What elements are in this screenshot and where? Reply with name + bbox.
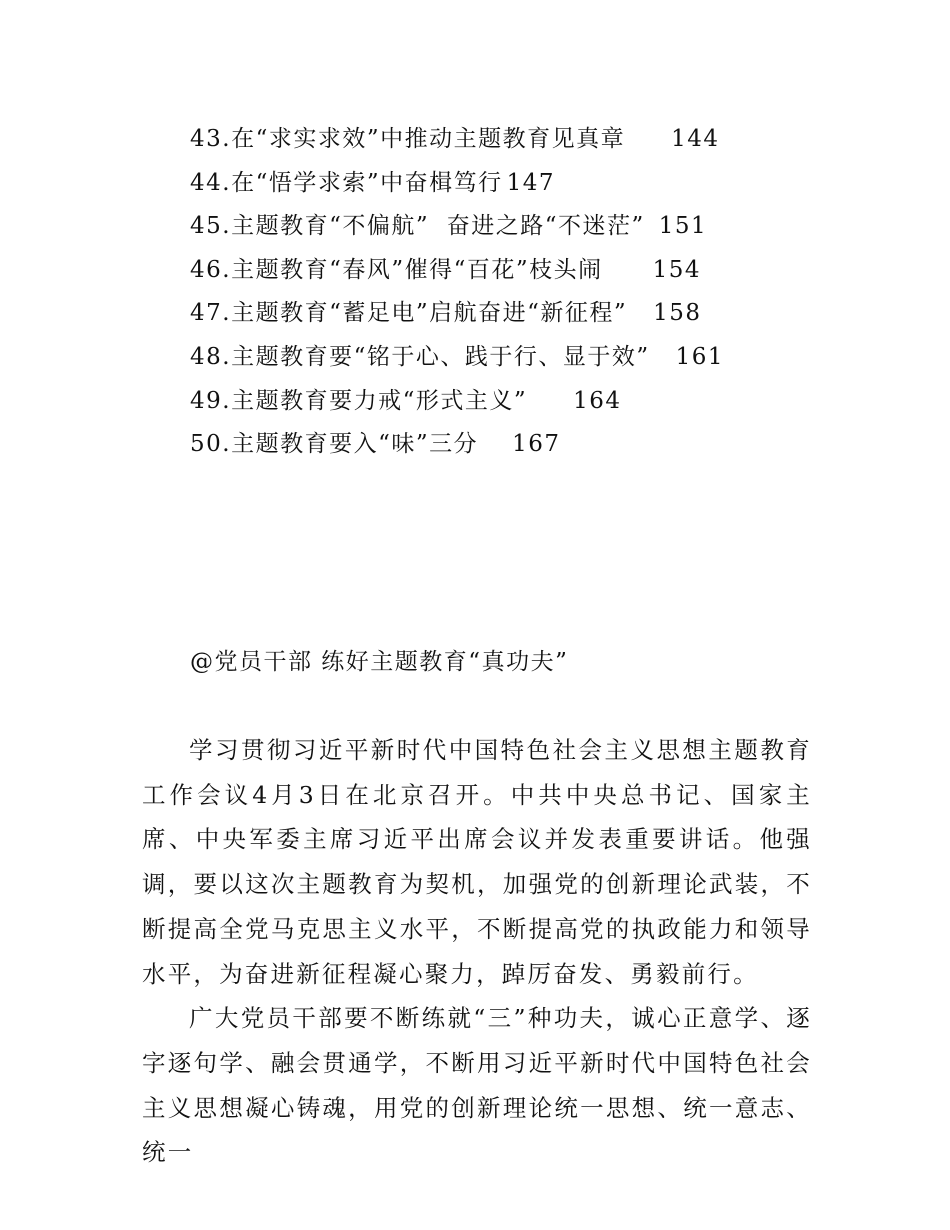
toc-entry-title: 主题教育“春风”催得“百花”枝头闹 bbox=[231, 256, 603, 283]
article-body bbox=[142, 728, 812, 1175]
toc-entry-page: 151 bbox=[658, 213, 708, 240]
toc-entry-page: 147 bbox=[506, 169, 556, 196]
toc-entry-number: 48. bbox=[190, 343, 232, 370]
toc-entry-44 bbox=[190, 162, 830, 206]
toc-entry-page: 164 bbox=[573, 387, 622, 414]
toc-entry-45 bbox=[190, 205, 830, 249]
toc-entry-title: 在“悟学求索”中奋楫笃行 bbox=[231, 169, 503, 196]
toc-entry-title: 主题教育“蓄足电”启航奋进“新征程” bbox=[231, 300, 628, 327]
toc-entry-number: 45. bbox=[190, 213, 232, 240]
article-paragraph: 广大党员干部要不断练就“三”种功夫，诚心正意学、逐字逐句学、融会贯通学，不断用习近平新时代中国特色社会主义思想凝心铸魂，用党的创新理论统一思想、统一意志、统一 bbox=[142, 1004, 812, 1167]
toc-entry-number: 47. bbox=[190, 300, 232, 327]
toc-entry-number: 44. bbox=[190, 169, 232, 196]
toc-entry-title: 主题教育“不偏航” 奋进之路“不迷茫” bbox=[231, 213, 645, 240]
toc-entry-page: 158 bbox=[653, 300, 702, 327]
toc-entry-number: 46. bbox=[190, 256, 232, 283]
toc-entry-page: 154 bbox=[652, 256, 702, 283]
toc-entry-title: 在“求实求效”中推动主题教育见真章 bbox=[231, 126, 626, 152]
toc-entry-43 bbox=[190, 118, 830, 162]
toc-entry-48 bbox=[190, 336, 830, 380]
table-of-contents bbox=[190, 118, 830, 467]
toc-entry-number: 49. bbox=[190, 387, 232, 414]
toc-entry-title: 主题教育要入“味”三分 bbox=[231, 431, 479, 458]
toc-entry-number: 50. bbox=[190, 431, 232, 458]
article-paragraph: 学习贯彻习近平新时代中国特色社会主义思想主题教育工作会议4月3日在北京召开。中共中央总书记、国家主席、中央军委主席习近平出席会议并发表重要讲话。他强调，要以这次主题教育为契机，加强党的创新理论武装，不断提高全党马克思主义水平，不断提高党的执政能力和领导水平，为奋进新征程凝心聚力，踔厉奋发、勇毅前行。 bbox=[142, 736, 812, 988]
toc-entry-title: 主题教育要力戒“形式主义” bbox=[231, 387, 528, 414]
toc-entry-page: 167 bbox=[512, 431, 561, 458]
toc-entry-page: 144 bbox=[671, 126, 720, 152]
toc-entry-page: 161 bbox=[675, 343, 725, 370]
toc-entry-49 bbox=[190, 380, 830, 424]
article-heading: @党员干部 练好主题教育“真功夫” bbox=[190, 649, 569, 675]
toc-entry-50 bbox=[190, 423, 830, 467]
toc-entry-47 bbox=[190, 292, 830, 336]
toc-entry-title: 主题教育要“铭于心、践于行、显于效” bbox=[231, 343, 650, 370]
toc-entry-46 bbox=[190, 249, 830, 293]
toc-entry-number: 43. bbox=[190, 126, 232, 152]
